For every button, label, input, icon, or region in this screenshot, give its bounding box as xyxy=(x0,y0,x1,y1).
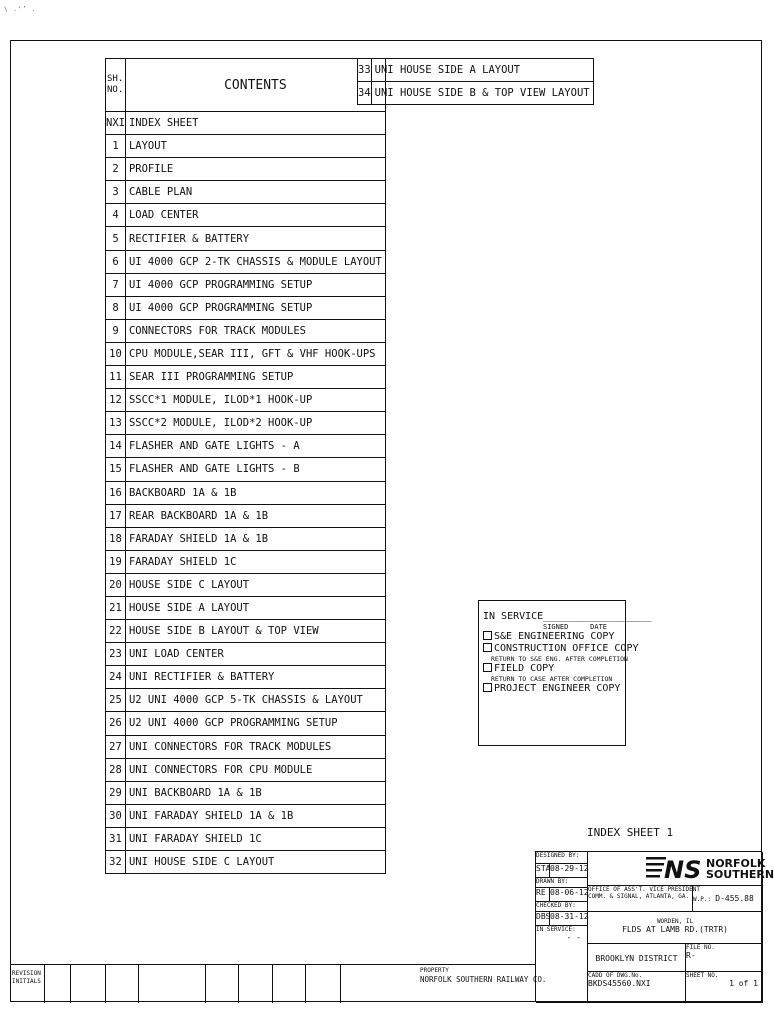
revision-column xyxy=(272,965,273,1003)
checked-by-label: CHECKED BY: xyxy=(536,902,588,912)
contents-row xyxy=(106,458,386,481)
contents-row xyxy=(358,82,594,105)
in-service-block: IN SERVICE: - - xyxy=(536,926,588,1003)
sheet-number-cell: 14 xyxy=(106,435,126,458)
contents-row xyxy=(106,181,386,204)
sheet-number-cell: 6 xyxy=(106,250,126,273)
sheet-number-cell: 5 xyxy=(106,227,126,250)
contents-row xyxy=(106,596,386,619)
sheet-title-cell: UNI LOAD CENTER xyxy=(125,643,385,666)
sheet-number-cell: 4 xyxy=(106,204,126,227)
contents-row xyxy=(106,342,386,365)
revision-column xyxy=(44,965,45,1003)
designed-date: 08-29-12 xyxy=(550,864,588,878)
contents-row xyxy=(106,758,386,781)
sheet-title-cell: CABLE PLAN xyxy=(125,181,385,204)
sheet-title-cell: FLASHER AND GATE LIGHTS - A xyxy=(125,435,385,458)
revision-column xyxy=(138,965,139,1003)
sheet-number-header: SH. NO. xyxy=(106,59,126,112)
in-service-label: IN SERVICE__________________ xyxy=(483,611,652,622)
contents-row xyxy=(106,112,386,135)
sheet-number-cell: 23 xyxy=(106,643,126,666)
sheet-title-cell: FARADAY SHIELD 1C xyxy=(125,550,385,573)
company-name: NORFOLK SOUTHERN xyxy=(706,857,774,881)
contents-row xyxy=(106,666,386,689)
contents-row xyxy=(106,435,386,458)
checkbox-icon xyxy=(483,631,492,640)
sheet-title-cell: FARADAY SHIELD 1A & 1B xyxy=(125,527,385,550)
sheet-title-cell: LAYOUT xyxy=(125,135,385,158)
sheet-number-cell: 24 xyxy=(106,666,126,689)
sheet-title-cell: SEAR III PROGRAMMING SETUP xyxy=(125,366,385,389)
contents-row xyxy=(106,158,386,181)
contents-row xyxy=(358,59,594,82)
sheet-title-cell: UNI FARADAY SHIELD 1A & 1B xyxy=(125,804,385,827)
sheet-title-cell: UI 4000 GCP PROGRAMMING SETUP xyxy=(125,273,385,296)
construction-note: RETURN TO S&E ENG. AFTER COMPLETION xyxy=(491,655,628,663)
sheet-title-cell: REAR BACKBOARD 1A & 1B xyxy=(125,504,385,527)
sheet-number-cell: 22 xyxy=(106,620,126,643)
checked-by: DBS xyxy=(536,912,550,926)
sheet-title-cell: SSCC*1 MODULE, ILOD*1 HOOK-UP xyxy=(125,389,385,412)
sheet-number-cell: 11 xyxy=(106,366,126,389)
sheet-title-cell: UNI CONNECTORS FOR CPU MODULE xyxy=(125,758,385,781)
office-block: OFFICE OF ASS'T. VICE PRESIDENT COMM. & SIGNAL, ATLANTA, GA. xyxy=(588,886,693,912)
designed-by-label: DESIGNED BY: xyxy=(536,852,588,864)
sheet-number-cell: 21 xyxy=(106,596,126,619)
checked-date: 08-31-12 xyxy=(550,912,588,926)
sheet-number-cell: 1 xyxy=(106,135,126,158)
revision-column xyxy=(70,965,71,1003)
sheet-title-cell: CPU MODULE,SEAR III, GFT & VHF HOOK-UPS xyxy=(125,342,385,365)
se-engineering-copy: S&E ENGINEERING COPY xyxy=(483,631,621,643)
sheet-title-cell: U2 UNI 4000 GCP 5-TK CHASSIS & LAYOUT xyxy=(125,689,385,712)
contents-row xyxy=(106,319,386,342)
company-logo-block xyxy=(588,852,774,886)
sheet-title-cell: LOAD CENTER xyxy=(125,204,385,227)
corner-mark: \ .'’ . xyxy=(4,6,37,13)
sheet-number-cell: 9 xyxy=(106,319,126,342)
contents-continued-table xyxy=(357,58,594,105)
construction-office-copy: CONSTRUCTION OFFICE COPY xyxy=(483,643,621,655)
sheet-number: SHEET NO. 1 of 1 xyxy=(686,972,763,1003)
sheet-title-cell: SSCC*2 MODULE, ILOD*2 HOOK-UP xyxy=(125,412,385,435)
sheet-title-cell: RECTIFIER & BATTERY xyxy=(125,227,385,250)
sheet-number-cell: 16 xyxy=(106,481,126,504)
sheet-number-cell: NXI xyxy=(106,112,126,135)
revision-column xyxy=(305,965,306,1003)
wp-number: W.P.: D-455.88 xyxy=(693,886,763,912)
sheet-number-cell: 30 xyxy=(106,804,126,827)
sheet-number-cell: 20 xyxy=(106,573,126,596)
sheet-title-cell: UNI BACKBOARD 1A & 1B xyxy=(125,781,385,804)
sheet-title-cell: INDEX SHEET xyxy=(125,112,385,135)
sheet-title-cell: HOUSE SIDE C LAYOUT xyxy=(125,573,385,596)
sheet-number-cell: 3 xyxy=(106,181,126,204)
contents-row xyxy=(106,273,386,296)
contents-row xyxy=(106,781,386,804)
revision-label: REVISION INITIALS xyxy=(12,970,41,985)
sheet-title-cell: HOUSE SIDE B LAYOUT & TOP VIEW xyxy=(125,620,385,643)
checkbox-icon xyxy=(483,643,492,652)
sheet-title-cell: UI 4000 GCP 2-TK CHASSIS & MODULE LAYOUT xyxy=(125,250,385,273)
contents-row xyxy=(106,250,386,273)
contents-row xyxy=(106,296,386,319)
sheet-number-cell: 29 xyxy=(106,781,126,804)
sheet-number-cell: 7 xyxy=(106,273,126,296)
contents-row xyxy=(106,851,386,874)
contents-row xyxy=(106,135,386,158)
sheet-number-cell: 8 xyxy=(106,296,126,319)
sheet-number-cell: 13 xyxy=(106,412,126,435)
in-service-box xyxy=(478,600,652,746)
sheet-number-cell: 17 xyxy=(106,504,126,527)
contents-row xyxy=(106,412,386,435)
sheet-number-cell: 32 xyxy=(106,851,126,874)
sheet-number-cell: 25 xyxy=(106,689,126,712)
field-note: RETURN TO CASE AFTER COMPLETION xyxy=(491,675,613,683)
contents-row xyxy=(106,712,386,735)
contents-row xyxy=(106,227,386,250)
contents-row xyxy=(106,204,386,227)
title-block xyxy=(535,851,774,1002)
sheet-title-cell: HOUSE SIDE A LAYOUT xyxy=(125,596,385,619)
sheet-number-cell: 15 xyxy=(106,458,126,481)
sheet-number-cell: 19 xyxy=(106,550,126,573)
signed-date-labels: SIGNED DATE xyxy=(543,623,607,631)
sheet-number-cell: 26 xyxy=(106,712,126,735)
contents-row xyxy=(106,735,386,758)
contents-row xyxy=(106,689,386,712)
project-engineer-copy: PROJECT ENGINEER COPY xyxy=(483,683,621,695)
sheet-number-cell: 12 xyxy=(106,389,126,412)
field-copy: FIELD COPY xyxy=(483,663,621,675)
revision-column xyxy=(205,965,206,1003)
contents-row xyxy=(106,504,386,527)
sheet-title-cell: FLASHER AND GATE LIGHTS - B xyxy=(125,458,385,481)
contents-row xyxy=(106,527,386,550)
checkbox-icon xyxy=(483,663,492,672)
sheet-number-cell: 10 xyxy=(106,342,126,365)
sheet-title-cell: UNI HOUSE SIDE A LAYOUT xyxy=(371,59,593,82)
contents-row xyxy=(106,804,386,827)
location-block: WORDEN, IL FLDS AT LAMB RD.(TRTR) xyxy=(588,912,763,944)
sheet-title-cell: UI 4000 GCP PROGRAMMING SETUP xyxy=(125,296,385,319)
contents-row xyxy=(106,573,386,596)
contents-row xyxy=(106,643,386,666)
sheet-title-cell: UNI FARADAY SHIELD 1C xyxy=(125,827,385,850)
sheet-number-cell: 34 xyxy=(358,82,372,105)
drawn-by-label: DRAWN BY: xyxy=(536,878,588,888)
cadd-number: CADD OF DWG.No. BKDS45560.NXI xyxy=(588,972,686,1003)
contents-row xyxy=(106,827,386,850)
checkbox-icon xyxy=(483,683,492,692)
sheet-title-cell: UNI CONNECTORS FOR TRACK MODULES xyxy=(125,735,385,758)
property-label: PROPERTY NORFOLK SOUTHERN RAILWAY CO. xyxy=(420,967,547,984)
index-sheet-title: INDEX SHEET 1 xyxy=(587,826,674,839)
contents-row xyxy=(106,550,386,573)
designed-by: STA xyxy=(536,864,550,878)
sheet-number-cell: 28 xyxy=(106,758,126,781)
drawn-date: 08-06-12 xyxy=(550,888,588,902)
file-number: FILE NO. R- xyxy=(686,944,763,972)
sheet-title-cell: BACKBOARD 1A & 1B xyxy=(125,481,385,504)
norfolk-southern-logo-icon xyxy=(646,854,702,882)
contents-header: CONTENTS xyxy=(125,59,385,112)
sheet-number-cell: 33 xyxy=(358,59,372,82)
district-block: BROOKLYN DISTRICT xyxy=(588,944,686,972)
sheet-title-cell: PROFILE xyxy=(125,158,385,181)
contents-row xyxy=(106,389,386,412)
contents-row xyxy=(106,620,386,643)
sheet-number-cell: 2 xyxy=(106,158,126,181)
contents-row xyxy=(106,481,386,504)
sheet-number-cell: 31 xyxy=(106,827,126,850)
revision-column xyxy=(340,965,341,1003)
sheet-title-cell: UNI RECTIFIER & BATTERY xyxy=(125,666,385,689)
sheet-title-cell: UNI HOUSE SIDE C LAYOUT xyxy=(125,851,385,874)
sheet-number-cell: 18 xyxy=(106,527,126,550)
contents-table xyxy=(105,58,386,874)
sheet-number-cell: 27 xyxy=(106,735,126,758)
sheet-title-cell: CONNECTORS FOR TRACK MODULES xyxy=(125,319,385,342)
sheet-title-cell: U2 UNI 4000 GCP PROGRAMMING SETUP xyxy=(125,712,385,735)
revision-column xyxy=(238,965,239,1003)
revision-column xyxy=(105,965,106,1003)
sheet-title-cell: UNI HOUSE SIDE B & TOP VIEW LAYOUT xyxy=(371,82,593,105)
contents-row xyxy=(106,366,386,389)
drawn-by: RE xyxy=(536,888,550,902)
svg-text:NS: NS xyxy=(664,856,702,884)
